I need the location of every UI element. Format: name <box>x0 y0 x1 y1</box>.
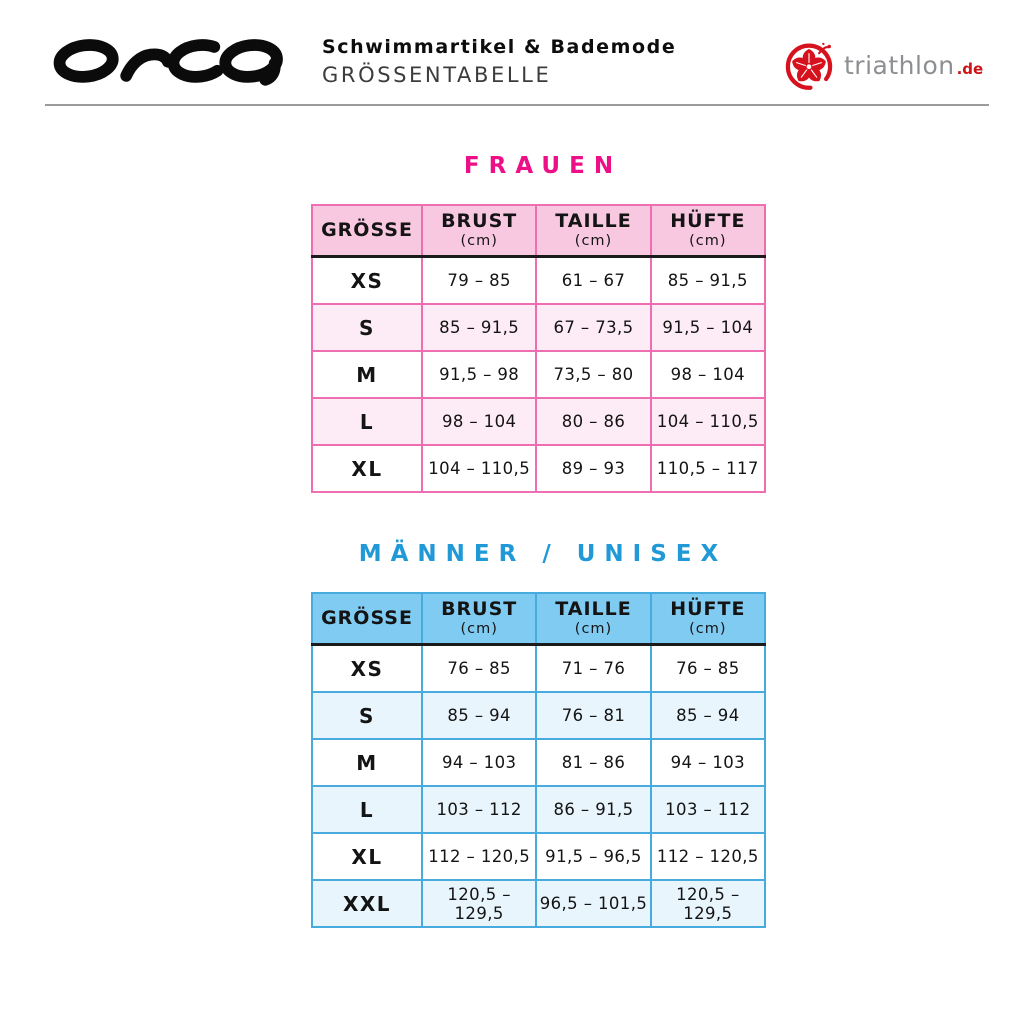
value-cell: 80 – 86 <box>536 398 650 445</box>
column-header: HÜFTE (cm) <box>651 593 765 645</box>
women-size-section <box>311 153 766 493</box>
value-cell: 96,5 – 101,5 <box>536 880 650 927</box>
header-row <box>312 593 765 645</box>
women-table-title: FRAUEN <box>463 153 623 179</box>
value-cell: 85 – 94 <box>651 692 765 739</box>
column-header: GRÖSSE <box>312 593 422 645</box>
value-cell: 112 – 120,5 <box>651 833 765 880</box>
value-cell: 71 – 76 <box>536 645 650 693</box>
column-header: GRÖSSE <box>312 205 422 257</box>
triathlon-de-logo <box>782 37 983 93</box>
table-row <box>312 692 765 739</box>
size-cell: L <box>312 398 422 445</box>
women-size-table <box>311 204 766 493</box>
value-cell: 91,5 – 104 <box>651 304 765 351</box>
size-cell: S <box>312 304 422 351</box>
value-cell: 85 – 91,5 <box>651 257 765 305</box>
partner-name: triathlon <box>844 50 955 80</box>
value-cell: 76 – 85 <box>651 645 765 693</box>
table-header <box>312 593 765 645</box>
column-header: HÜFTE (cm) <box>651 205 765 257</box>
table-row <box>312 833 765 880</box>
table-row <box>312 304 765 351</box>
table-row <box>312 880 765 927</box>
value-cell: 94 – 103 <box>651 739 765 786</box>
value-cell: 85 – 91,5 <box>422 304 536 351</box>
column-header: BRUST (cm) <box>422 593 536 645</box>
hibiscus-flower-icon <box>782 37 836 93</box>
table-row <box>312 445 765 492</box>
value-cell: 76 – 81 <box>536 692 650 739</box>
value-cell: 104 – 110,5 <box>651 398 765 445</box>
table-body <box>312 645 765 928</box>
value-cell: 103 – 112 <box>422 786 536 833</box>
value-cell: 76 – 85 <box>422 645 536 693</box>
table-row <box>312 645 765 693</box>
table-row <box>312 257 765 305</box>
value-cell: 120,5 – 129,5 <box>422 880 536 927</box>
partner-tld: .de <box>956 59 984 78</box>
size-cell: M <box>312 739 422 786</box>
men-size-table <box>311 592 766 928</box>
value-cell: 86 – 91,5 <box>536 786 650 833</box>
column-header: TAILLE (cm) <box>536 205 650 257</box>
partner-wordmark <box>844 51 983 80</box>
table-row <box>312 398 765 445</box>
table-row <box>312 739 765 786</box>
size-cell: L <box>312 786 422 833</box>
table-header <box>312 205 765 257</box>
value-cell: 85 – 94 <box>422 692 536 739</box>
orca-wordmark-icon <box>52 24 290 90</box>
size-cell: XXL <box>312 880 422 927</box>
size-cell: XL <box>312 445 422 492</box>
value-cell: 81 – 86 <box>536 739 650 786</box>
size-cell: XS <box>312 645 422 693</box>
value-cell: 110,5 – 117 <box>651 445 765 492</box>
value-cell: 104 – 110,5 <box>422 445 536 492</box>
value-cell: 89 – 93 <box>536 445 650 492</box>
orca-logo <box>52 24 290 94</box>
header-subtitle <box>322 36 676 87</box>
value-cell: 98 – 104 <box>651 351 765 398</box>
size-cell: M <box>312 351 422 398</box>
subtitle-line1: Schwimmartikel & Bademode <box>322 36 677 58</box>
value-cell: 67 – 73,5 <box>536 304 650 351</box>
value-cell: 98 – 104 <box>422 398 536 445</box>
size-cell: XS <box>312 257 422 305</box>
men-table-title: MÄNNER / UNISEX <box>358 541 728 567</box>
value-cell: 112 – 120,5 <box>422 833 536 880</box>
value-cell: 91,5 – 98 <box>422 351 536 398</box>
table-row <box>312 351 765 398</box>
subtitle-line2: GRÖSSENTABELLE <box>322 63 552 87</box>
men-size-section <box>311 541 766 928</box>
size-cell: S <box>312 692 422 739</box>
value-cell: 103 – 112 <box>651 786 765 833</box>
table-body <box>312 257 765 493</box>
value-cell: 120,5 – 129,5 <box>651 880 765 927</box>
table-row <box>312 786 765 833</box>
value-cell: 61 – 67 <box>536 257 650 305</box>
value-cell: 91,5 – 96,5 <box>536 833 650 880</box>
header-row <box>312 205 765 257</box>
size-cell: XL <box>312 833 422 880</box>
value-cell: 73,5 – 80 <box>536 351 650 398</box>
column-header: BRUST (cm) <box>422 205 536 257</box>
value-cell: 94 – 103 <box>422 739 536 786</box>
value-cell: 79 – 85 <box>422 257 536 305</box>
column-header: TAILLE (cm) <box>536 593 650 645</box>
header-divider <box>45 104 989 106</box>
